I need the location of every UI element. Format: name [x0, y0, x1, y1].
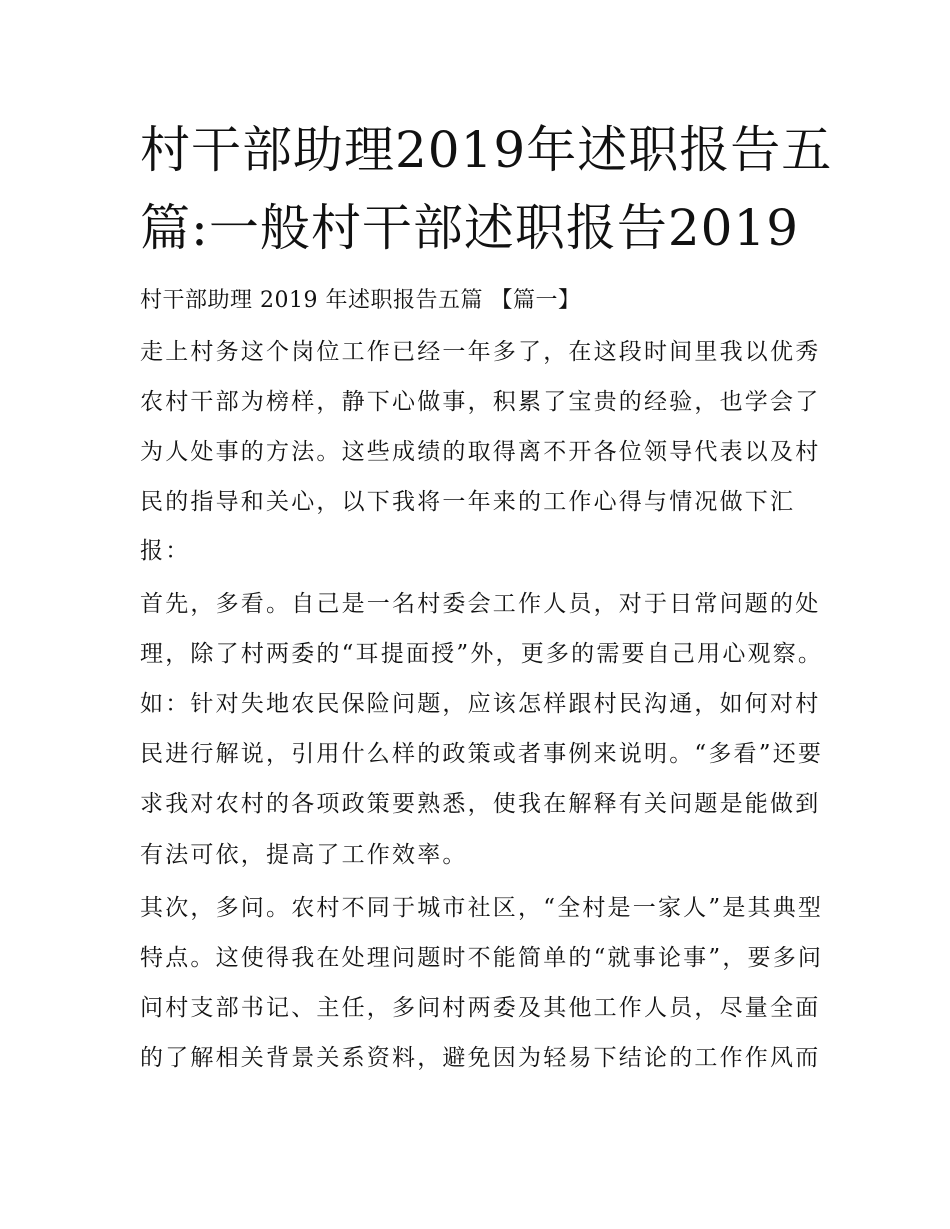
paragraph-1-line: 走上村务这个岗位工作已经一年多了，在这段时间里我以优秀	[140, 339, 821, 365]
paragraph-2-line: 有法可依，提高了工作效率。	[140, 842, 468, 868]
document-title-line-1: 村干部助理2019年述职报告五	[140, 121, 833, 179]
paragraph-3-line: 问村支部书记、主任，多问村两委及其他工作人员，尽量全面	[140, 995, 821, 1021]
paragraph-1-line: 报：	[140, 538, 191, 564]
paragraph-2-line: 求我对农村的各项政策要熟悉，使我在解释有关问题是能做到	[140, 791, 821, 817]
paragraph-1-line: 民的指导和关心，以下我将一年来的工作心得与情况做下汇	[140, 489, 796, 515]
paragraph-3-line: 的了解相关背景关系资料，避免因为轻易下结论的工作作风而	[140, 1045, 821, 1071]
paragraph-2-line: 如：针对失地农民保险问题，应该怎样跟村民沟通，如何对村	[140, 691, 821, 717]
document-title-line-2: 篇:一般村干部述职报告2019	[140, 199, 800, 257]
paragraph-1-line: 农村干部为榜样，静下心做事，积累了宝贵的经验，也学会了	[140, 389, 821, 415]
paragraph-1-line: 为人处事的方法。这些成绩的取得离不开各位领导代表以及村	[140, 439, 821, 465]
section-subtitle: 村干部助理 2019 年述职报告五篇 【篇一】	[140, 288, 581, 313]
paragraph-2-line: 理，除了村两委的“耳提面授”外，更多的需要自己用心观察。	[140, 641, 824, 667]
paragraph-3-line: 其次，多问。农村不同于城市社区，“全村是一家人”是其典型	[140, 895, 824, 921]
paragraph-2-line: 民进行解说，引用什么样的政策或者事例来说明。“多看”还要	[140, 741, 824, 767]
paragraph-2-line: 首先，多看。自己是一名村委会工作人员，对于日常问题的处	[140, 591, 821, 617]
paragraph-3-line: 特点。这使得我在处理问题时不能简单的“就事论事”，要多问	[140, 945, 824, 971]
